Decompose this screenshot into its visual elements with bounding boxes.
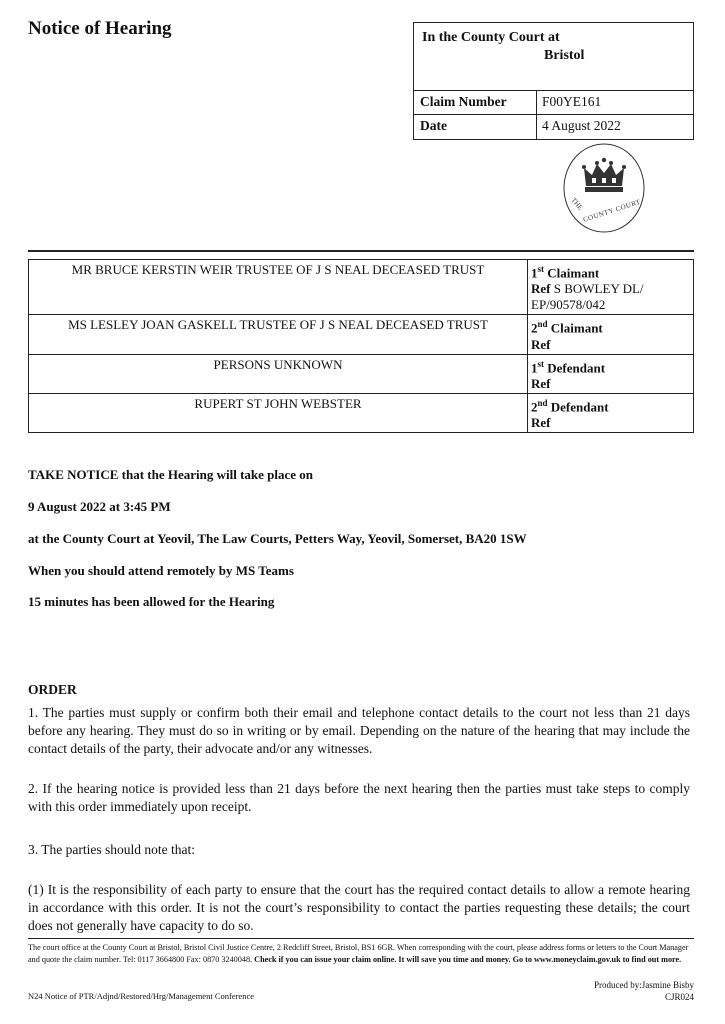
order-paragraph-4: (1) It is the responsibility of each party to ensure that the court has the required contact details to allow a remote hearing in accordance with this order. It is not the court’s responsibility to contact the parties requesting these details; the court does not generally have capacity to do so. (28, 882, 690, 933)
hearing-venue: at the County Court at Yeovil, The Law Courts, Petters Way, Yeovil, Somerset, BA20 1SW (28, 531, 527, 546)
court-line-2: Bristol (544, 48, 585, 63)
produced-by-block (594, 979, 694, 1003)
claim-number-row (414, 91, 693, 115)
svg-text:THE: THE (569, 196, 585, 212)
court-line-1: In the County Court at (422, 30, 560, 45)
party-role (528, 260, 694, 315)
party-role-label: Defendant (547, 359, 606, 375)
header-divider (28, 250, 694, 252)
order-paragraph-1: 1. The parties must supply or confirm both their email and telephone contact details to the court not less than 21 days before any hearing. They must do so in writing or by email. Depending on the nature of the hearing that may include the contact details of the party, their advocate and/or any witnesses. (28, 705, 690, 756)
hearing-datetime: 9 August 2022 at 3:45 PM (28, 499, 171, 514)
party-ordinal-suffix: st (537, 264, 544, 274)
party-ordinal-suffix: nd (537, 319, 548, 330)
party-role (528, 393, 694, 432)
claim-number-value: F00YE161 (536, 91, 695, 114)
party-ordinal-suffix: nd (537, 397, 548, 408)
party-ref-label: Ref (531, 336, 551, 352)
party-role (528, 354, 694, 393)
order-paragraph-3: 3. The parties should note that: (28, 842, 195, 857)
take-notice-line: TAKE NOTICE that the Hearing will take place on (28, 467, 314, 482)
form-code: CJR024 (664, 992, 694, 1002)
party-name: MS LESLEY JOAN GASKELL TRUSTEE OF J S NEAL DECEASED TRUST (29, 315, 528, 354)
party-ref-value: S BOWLEY DL/ EP/90578/042 (531, 281, 644, 313)
parties-table (28, 259, 694, 433)
footer-court-office (28, 942, 694, 966)
party-row (29, 260, 694, 315)
party-ref-label: Ref (531, 415, 551, 431)
party-ordinal-suffix: st (537, 358, 544, 369)
party-ordinal: 2 (531, 399, 538, 415)
party-row (29, 315, 694, 354)
party-role-label: Claimant (550, 320, 603, 336)
date-row (414, 115, 693, 139)
party-ordinal: 2 (531, 320, 538, 336)
crown-seal-icon (562, 142, 646, 234)
party-role-label: Defendant (550, 399, 609, 415)
hearing-duration: 15 minutes has been allowed for the Hearing (28, 594, 275, 609)
document-title: Notice of Hearing (28, 18, 172, 39)
claim-number-label: Claim Number (420, 94, 507, 109)
party-ref-label: Ref (531, 281, 551, 297)
party-ref-label: Ref (531, 375, 551, 391)
date-value: 4 August 2022 (536, 115, 695, 139)
attendance-mode: When you should attend remotely by MS Teams (28, 563, 294, 578)
footer-office-text: The court office at the County Court at Bristol, Bristol Civil Justice Centre, 2 Redcliff Street, Bristol, BS1 6GR. When corresponding with the court, please address forms or letters to the Court Manager and quote the claim number. Tel: 0117 3664800 Fax: 0870 3240048. (28, 943, 689, 964)
party-row (29, 354, 694, 393)
party-name: PERSONS UNKNOWN (29, 354, 528, 393)
svg-text:COUNTY COURT: COUNTY COURT (582, 197, 642, 224)
court-details-box (413, 22, 694, 140)
court-seal-stamp (562, 142, 646, 234)
date-label: Date (420, 118, 447, 133)
form-name: N24 Notice of PTR/Adjnd/Restored/Hrg/Management Conference (28, 991, 254, 1001)
party-ordinal: 1 (531, 359, 538, 375)
court-name-cell (414, 23, 693, 91)
party-role (528, 315, 694, 354)
party-name: RUPERT ST JOHN WEBSTER (29, 393, 528, 432)
produced-by: Produced by:Jasmine Bisby (594, 980, 694, 990)
footer-online-text: Check if you can issue your claim online. It will save you time and money. Go to www.moneyclaim.gov.uk to find out more. (254, 955, 682, 964)
party-role-label: Claimant (547, 265, 600, 281)
party-row (29, 393, 694, 432)
footer-divider (28, 938, 694, 939)
party-ordinal: 1 (531, 265, 538, 281)
party-name: MR BRUCE KERSTIN WEIR TRUSTEE OF J S NEAL DECEASED TRUST (29, 260, 528, 315)
order-heading: ORDER (28, 682, 77, 697)
order-paragraph-2: 2. If the hearing notice is provided less than 21 days before the next hearing then the parties must take steps to comply with this order immediately upon receipt. (28, 781, 690, 814)
